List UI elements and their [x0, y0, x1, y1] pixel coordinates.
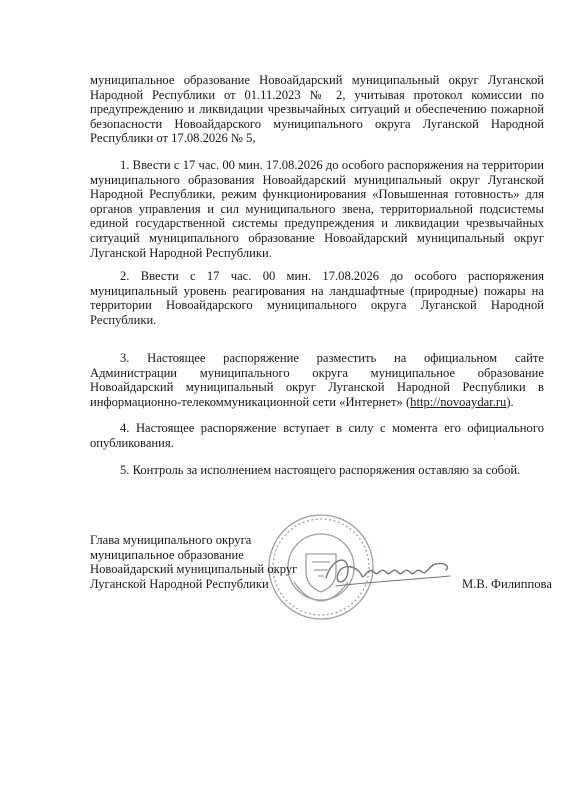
clause-5: 5. Контроль за исполнением настоящего распоряжения оставляю за собой. — [120, 463, 521, 477]
clause-1: 1. Ввести с 17 час. 00 мин. 17.08.2026 до особого распоряжения на территории муниципального образования Новоайдарский муниципальный округ Луганской Народной Республики, режим функционирования «Повышенная готовность» для органов управления и сил муниципального звена, территориальной подсистемы единой государственной системы предупреждения и ликвидации чрезвычайных ситуаций муниципального образование Новоайдарский муниципальный округ Луганской Народной Республики. — [90, 158, 544, 260]
signatory-title-line: Глава муниципального округа — [90, 533, 252, 547]
signatory-title-line: муниципальное образование — [90, 547, 244, 562]
clause-4: 4. Настоящее распоряжение вступает в силу с момента его официального опубликования. — [90, 421, 544, 450]
website-link[interactable]: http://novoaydar.ru — [410, 394, 507, 409]
signatory-title-line: Новоайдарский муниципальный округ — [90, 562, 298, 577]
clause-3-text: 3. Настоящее распоряжение разместить на официальном сайте Администрации муниципального округа муниципальное образование Новоайдарский муниципальный округ Луганской Народной Республики в информационно-телекоммуникационной сети «Интернет» ( — [90, 351, 544, 409]
signatory-name: М.В. Филиппова — [462, 577, 552, 591]
clause-3 — [90, 351, 544, 409]
clause-3-tail: ). — [506, 394, 514, 409]
intro-paragraph: муниципальное образование Новоайдарский муниципальный округ Луганской Народной Республики от 01.11.2023 № 2, учитывая протокол комиссии по предупреждению и ликвидации чрезвычайных ситуаций и обеспечению пожарной безопасности Новоайдарского муниципального округа Луганской Народной Республики от 17.08.2026 № 5, — [90, 73, 544, 146]
signatory-title — [90, 533, 297, 591]
handwritten-signature-image — [318, 540, 458, 600]
signatory-title-line: Луганской Народной Республики — [90, 576, 269, 591]
clause-2: 2. Ввести с 17 час. 00 мин. 17.08.2026 до особого распоряжения муниципальный уровень реагирования на ландшафтные (природные) пожары на территории Новоайдарского муниципального округа Луганской Народной Республики. — [90, 269, 544, 327]
